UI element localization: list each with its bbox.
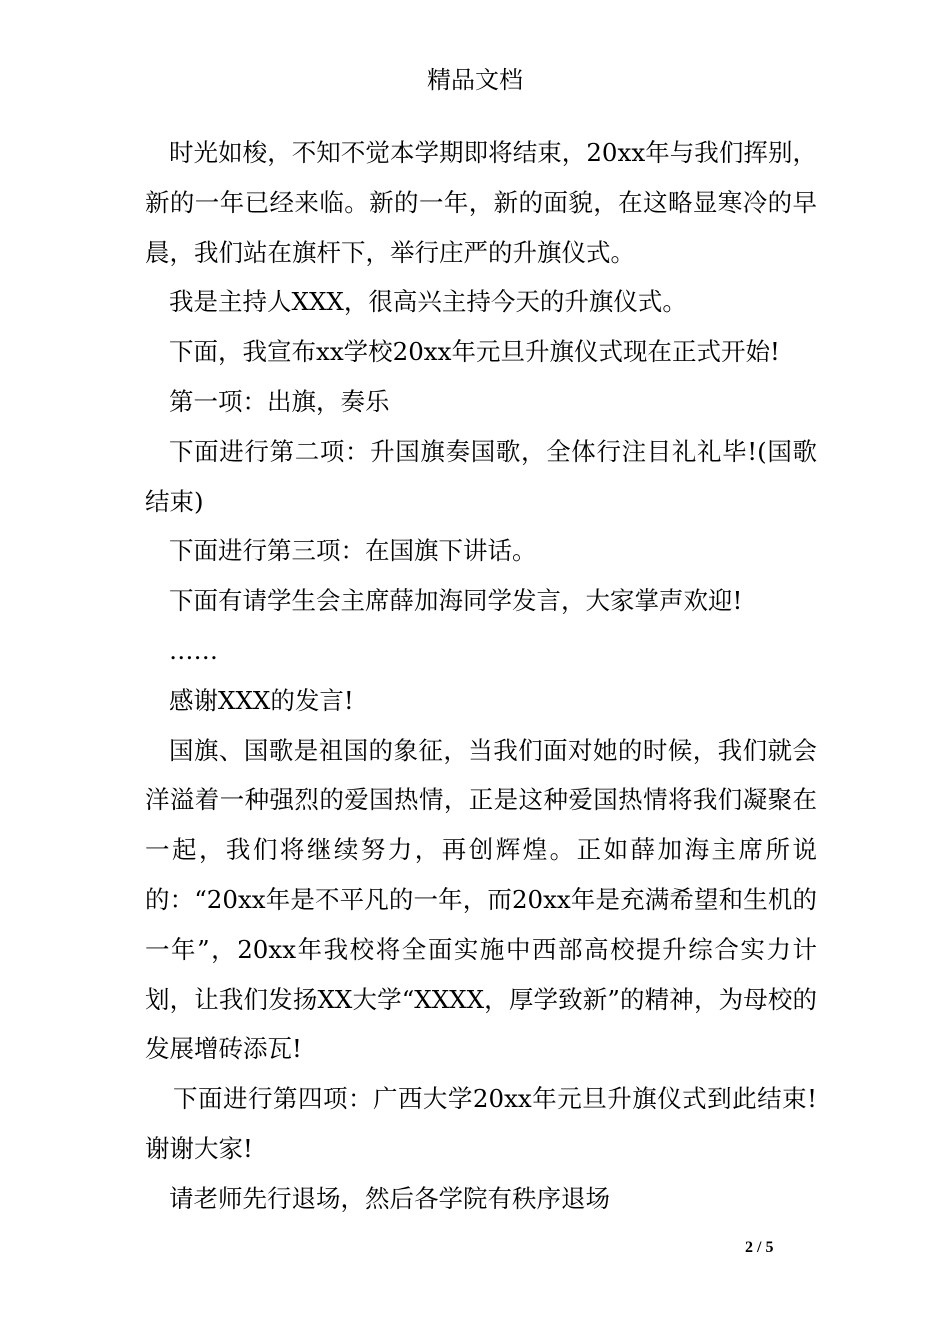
paragraph-item-one: 第一项：出旗，奏乐 (169, 386, 390, 416)
paragraph-item-two: 下面进行第二项：升国旗奏国歌，全体行注目礼礼毕!(国歌结束) (145, 436, 817, 516)
paragraph-thanks: 感谢XXX的发言! (169, 685, 354, 715)
paragraph-anthem-speech: 国旗、国歌是祖国的象征，当我们面对她的时候，我们就会洋溢着一种强烈的爱国热情，正是这种爱国热情将我们凝聚在一起，我们将继续努力，再创辉煌。正如薛加海主席所说的：“20xx年是不平凡的一年，而20xx年是充满希望和生机的一年”，20xx年我校将全面实施中西部高校提升综合实力计划，让我们发扬XX大学“XXXX，厚学致新”的精神，为母校的发展增砖添瓦! (145, 735, 817, 1064)
paragraph-intro: 时光如梭，不知不觉本学期即将结束，20xx年与我们挥别，新的一年已经来临。新的一年，新的面貌，在这略显寒冷的早晨，我们站在旗杆下，举行庄严的升旗仪式。 (145, 138, 817, 267)
page-number: 2 / 5 (745, 1239, 774, 1256)
document-body (145, 128, 817, 1224)
paragraph-host: 我是主持人XXX，很高兴主持今天的升旗仪式。 (169, 287, 687, 317)
page-header-title: 精品文档 (427, 66, 523, 94)
paragraph-item-four: 下面进行第四项：广西大学20xx年元旦升旗仪式到此结束!谢谢大家! (145, 1084, 817, 1163)
paragraph-announce: 下面，我宣布xx学校20xx年元旦升旗仪式现在正式开始! (169, 337, 780, 367)
paragraph-dismiss: 请老师先行退场，然后各学院有秩序退场 (169, 1183, 610, 1213)
paragraph-ellipsis: …… (169, 635, 218, 665)
paragraph-item-three: 下面进行第三项：在国旗下讲话。 (169, 536, 537, 566)
paragraph-invite-speech: 下面有请学生会主席薛加海同学发言，大家掌声欢迎! (169, 586, 743, 616)
